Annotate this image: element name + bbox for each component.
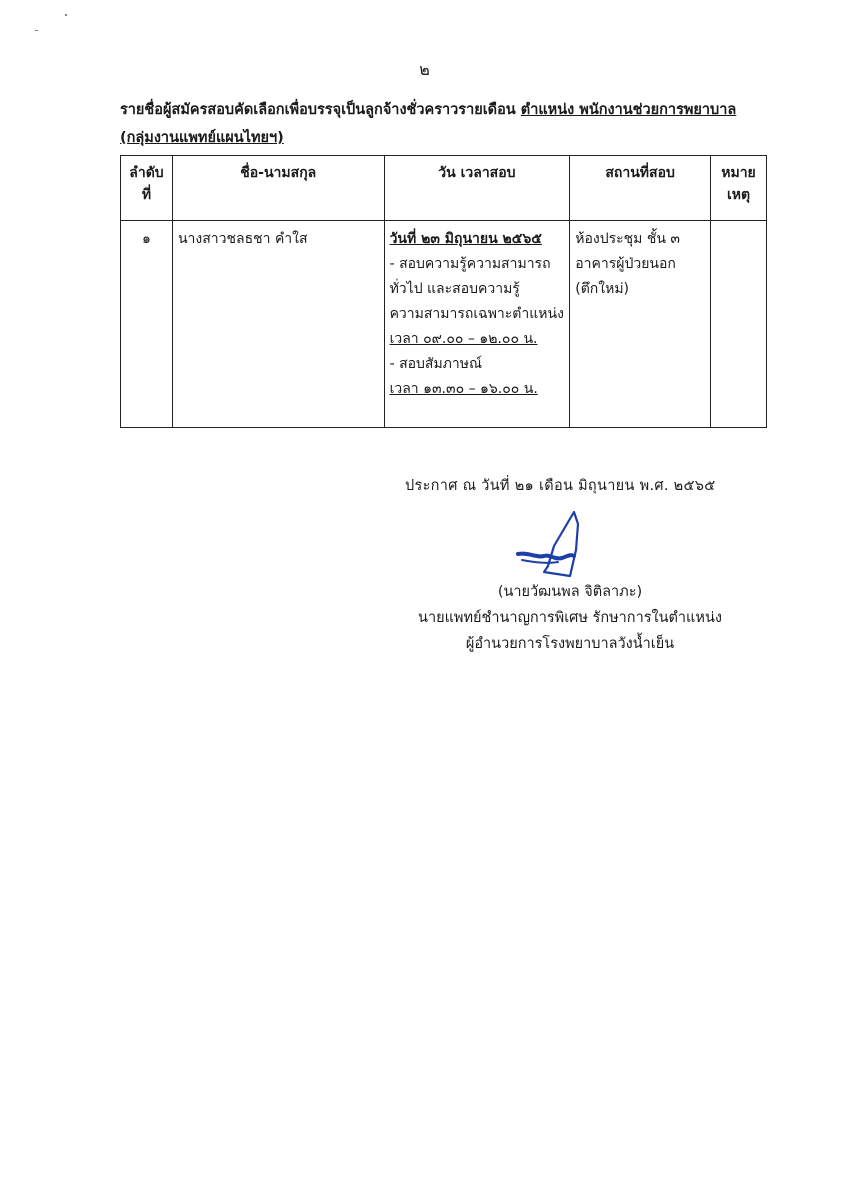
heading-group: (กลุ่มงานแพทย์แผนไทยฯ) xyxy=(120,130,284,146)
document-heading xyxy=(120,96,765,152)
venue-line: (ตึกใหม่) xyxy=(575,281,630,297)
venue-line: ห้องประชุม ชั้น ๓ xyxy=(575,231,680,247)
exam-line: ทั่วไป และสอบความรู้ xyxy=(389,281,520,297)
header-order: ลำดับ ที่ xyxy=(121,156,173,221)
signatory-acting-position: ผู้อำนวยการโรงพยาบาลวังน้ำเย็น xyxy=(465,636,675,652)
header-datetime: วัน เวลาสอบ xyxy=(384,156,570,221)
announcement-date: ประกาศ ณ วันที่ ๒๑ เดือน มิถุนายน พ.ศ. ๒๕๖๕ xyxy=(405,478,716,494)
heading-position: ตำแหน่ง พนักงานช่วยการพยาบาล xyxy=(520,102,737,118)
scan-speck xyxy=(35,30,38,31)
header-name: ชื่อ-นามสกุล xyxy=(172,156,384,221)
cell-order: ๑ xyxy=(121,221,173,428)
handwritten-signature xyxy=(512,510,592,580)
exam-line: ความสามารถเฉพาะตำแหน่ง xyxy=(389,306,564,322)
candidate-table xyxy=(120,155,767,428)
table-header-row xyxy=(121,156,767,221)
heading-text: รายชื่อผู้สมัครสอบคัดเลือกเพื่อบรรจุเป็นลูกจ้างชั่วคราวรายเดือน xyxy=(120,102,516,118)
exam-time-morning: เวลา ๐๙.๐๐ – ๑๒.๐๐ น. xyxy=(389,331,538,347)
page-number: ๒ xyxy=(419,60,430,79)
header-venue: สถานที่สอบ xyxy=(570,156,711,221)
cell-name: นางสาวชลธชา คำใส xyxy=(172,221,384,428)
table-row xyxy=(121,221,767,428)
cell-venue xyxy=(570,221,711,428)
cell-datetime xyxy=(384,221,570,428)
scan-speck xyxy=(65,14,67,16)
header-note: หมาย เหตุ xyxy=(711,156,767,221)
venue-line: อาคารผู้ป่วยนอก xyxy=(575,256,676,272)
exam-line: - สอบความรู้ความสามารถ xyxy=(389,256,551,272)
signatory-name: (นายวัฒนพล จิติลาภะ) xyxy=(497,584,643,600)
signatory-position: นายแพทย์ชำนาญการพิเศษ รักษาการในตำแหน่ง xyxy=(418,610,722,626)
exam-date: วันที่ ๒๓ มิถุนายน ๒๕๖๕ xyxy=(389,231,542,247)
interview-line: - สอบสัมภาษณ์ xyxy=(389,356,482,372)
exam-time-afternoon: เวลา ๑๓.๓๐ – ๑๖.๐๐ น. xyxy=(389,381,538,397)
cell-note xyxy=(711,221,767,428)
